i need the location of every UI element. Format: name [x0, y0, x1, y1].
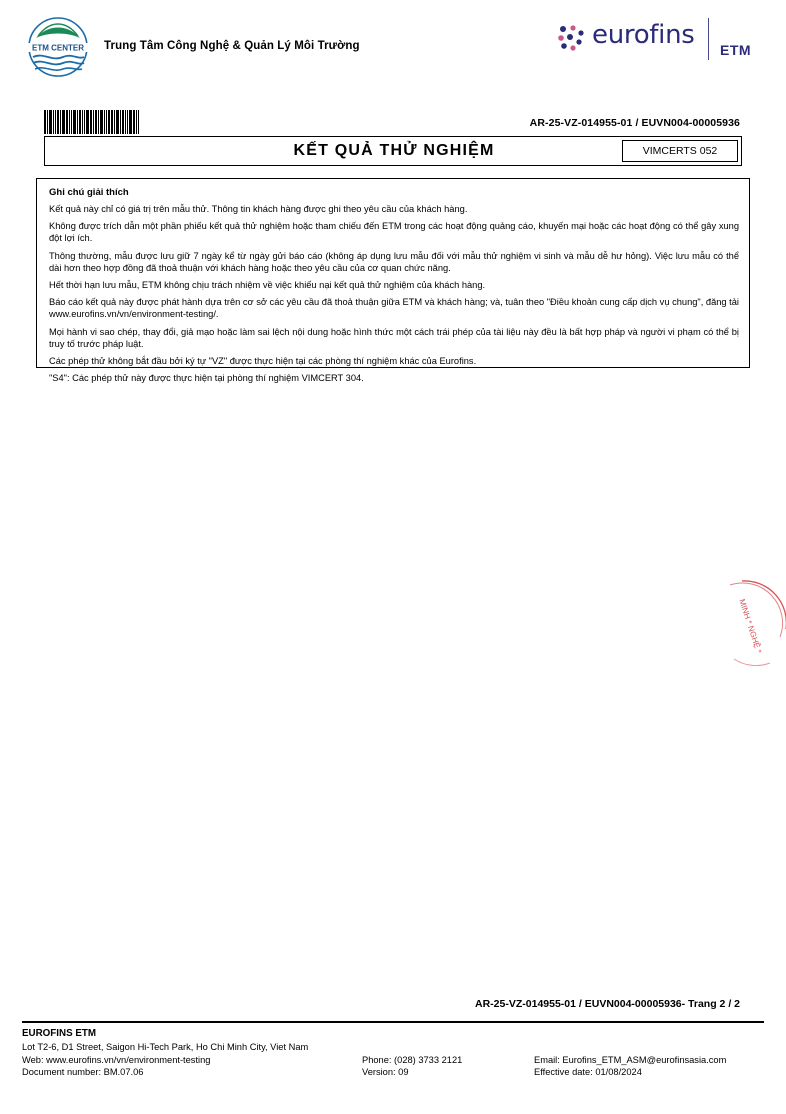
report-barcode [44, 110, 148, 134]
explanatory-notes-box [36, 178, 750, 384]
eurofins-etm-label: ETM [720, 42, 752, 58]
company-seal-stamp [700, 575, 786, 671]
note-paragraph: Không được trích dẫn một phần phiếu kết quả thử nghiệm hoặc tham chiếu đến ETM trong các hoạt động quảng cáo, khuyến mại hoặc các hoạt động có thể gây xung đột lợi ích. [49, 221, 739, 244]
note-paragraph: Báo cáo kết quả này được phát hành dựa trên cơ sở các yêu cầu đã thoả thuận giữa ETM và khách hàng; và, tuân theo "Điều khoản cung cấp dịch vụ chung", đăng tải www.eurofins.vn/vn/environment-testing/. [49, 297, 739, 320]
note-paragraph: "S4": Các phép thử này được thực hiện tại phòng thí nghiệm VIMCERT 304. [49, 373, 364, 384]
eurofins-brand [548, 12, 768, 74]
document-footer [22, 1028, 764, 1080]
footer-divider [22, 1021, 764, 1023]
etm-center-logo [22, 16, 94, 78]
svg-text:MINH * NGHỆ *: MINH * NGHỆ * [737, 597, 764, 655]
footer-document-number: Document number: BM.07.06 [22, 1067, 144, 1077]
note-paragraph: Thông thường, mẫu được lưu giữ 7 ngày kể từ ngày gửi báo cáo (không áp dụng lưu mẫu đối với mẫu thử nghiệm vi sinh và mẫu dễ hư hỏng). Việc lưu mẫu có thể dài hơn theo hợp đồng đã thoả thuận với khách hàng hoặc theo yêu cầu của cơ quan chức năng. [49, 250, 739, 273]
page-title: KẾT QUẢ THỬ NGHIỆM [293, 142, 495, 159]
footer-web[interactable]: Web: www.eurofins.vn/vn/environment-testing [22, 1054, 211, 1065]
organization-name: Trung Tâm Công Nghệ & Quản Lý Môi Trường [104, 40, 360, 52]
eurofins-dots-icon [556, 24, 586, 52]
report-number: AR-25-VZ-014955-01 / EUVN004-00005936 [529, 117, 740, 129]
brand-divider [708, 18, 709, 60]
footer-effective-date: Effective date: 01/08/2024 [534, 1067, 642, 1077]
note-paragraph: Các phép thử không bắt đầu bởi ký tự "VZ" được thực hiện tại các phòng thí nghiệm khác của Eurofins. [49, 356, 477, 367]
note-paragraph: Hết thời hạn lưu mẫu, ETM không chịu trách nhiệm về việc khiếu nại kết quả thử nghiệm của khách hàng. [49, 280, 486, 291]
footer-email[interactable]: Email: Eurofins_ETM_ASM@eurofinsasia.com [534, 1054, 727, 1065]
note-paragraph: Mọi hành vi sao chép, thay đổi, giả mạo hoặc làm sai lệch nội dung hoặc hình thức một cách trái phép của tài liệu này đều là bất hợp pháp và người vi phạm có thể bị truy tố trước pháp luật. [49, 326, 739, 349]
document-header [0, 0, 786, 86]
notes-title: Ghi chú giải thích [49, 187, 129, 198]
note-paragraph: Kết quả này chỉ có giá trị trên mẫu thử. Thông tin khách hàng được ghi theo yêu cầu của khách hàng. [49, 204, 468, 214]
eurofins-wordmark: eurofins [592, 20, 695, 50]
svg-text:ETM CENTER: ETM CENTER [32, 43, 84, 53]
footer-version: Version: 09 [362, 1067, 409, 1077]
footer-company: EUROFINS ETM [22, 1028, 97, 1039]
footer-phone: Phone: (028) 3733 2121 [362, 1054, 463, 1065]
result-title-bar [44, 136, 742, 166]
status-badge: VIMCERTS 052 [622, 140, 738, 162]
footer-address: Lot T2-6, D1 Street, Saigon Hi-Tech Park, Ho Chi Minh City, Viet Nam [22, 1042, 309, 1052]
footer-reference: AR-25-VZ-014955-01 / EUVN004-00005936- Trang 2 / 2 [475, 998, 740, 1010]
